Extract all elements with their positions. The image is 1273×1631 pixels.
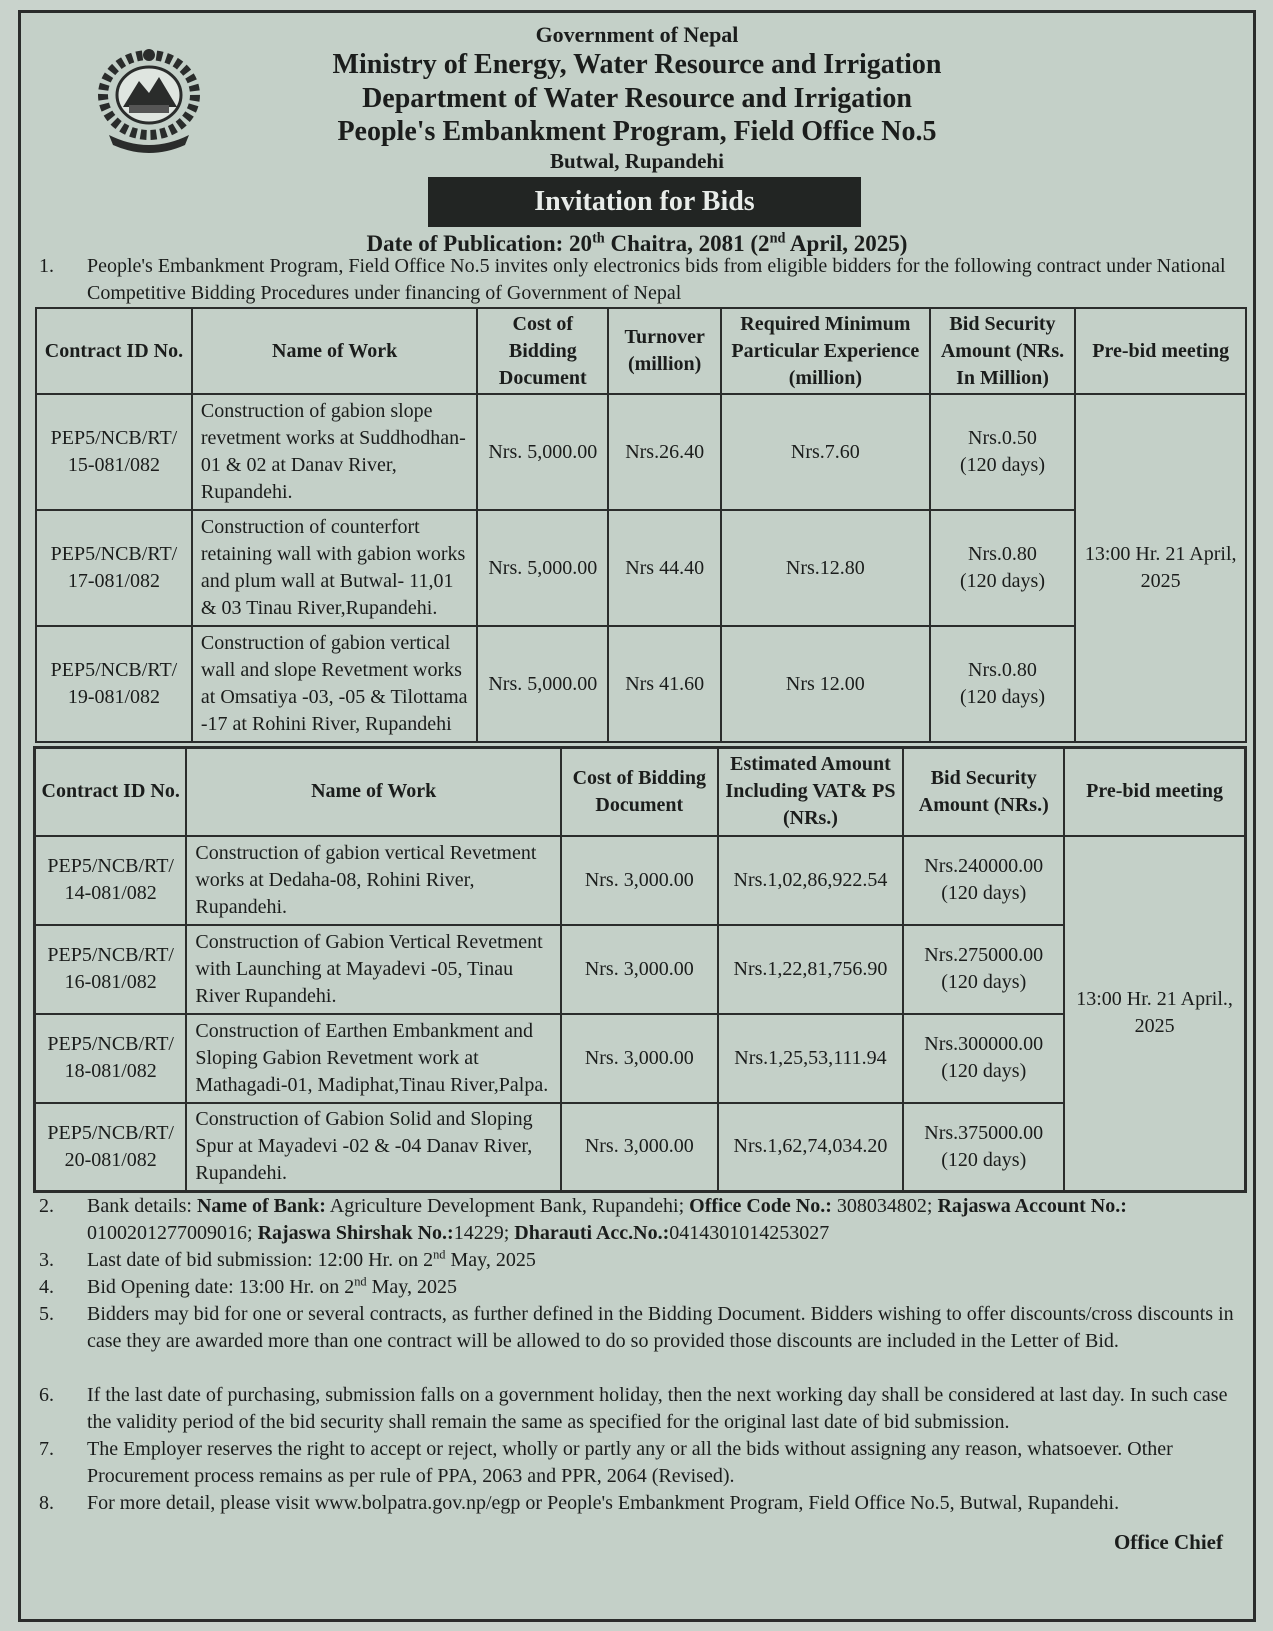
- contract-id: PEP5/NCB/RT/ 16-081/082: [35, 925, 187, 1014]
- bid-security: Nrs.240000.00 (120 days): [903, 836, 1064, 925]
- work-name: Construction of counterfort retaining wall with gabion works and plum wall at Butwal- 11,01 & 03 Tinau River,Rupandehi.: [192, 510, 477, 626]
- notice-sheet: [18, 10, 1256, 1622]
- contract-id: PEP5/NCB/RT/ 20-081/082: [35, 1103, 187, 1192]
- work-name: Construction of gabion vertical wall and slope Revetment works at Omsatiya -03, -05 & Tilottama -17 at Rohini River, Rupandehi: [192, 626, 477, 742]
- work-name: Construction of gabion slope revetment works at Suddhodhan-01 & 02 at Danav River, Rupandehi.: [192, 394, 477, 510]
- table-row: [35, 925, 1246, 1014]
- table-header-row: [35, 748, 1246, 836]
- intro-paragraph: 1. People's Embankment Program, Field Office No.5 invites only electronics bids from eligible bidders for the following contract under National Competitive Bidding Procedures under financing of Government of Nepal: [39, 255, 1226, 304]
- bank-details: 2. Bank details: Name of Bank: Agriculture Development Bank, Rupandehi; Office Code No.: 308034802; Rajaswa Account No.: 0100201277009016; Rajaswa Shirshak No.:14229; Dharauti Acc.No.:0414301014253027: [39, 1195, 1127, 1244]
- work-name: Construction of Gabion Solid and Sloping Spur at Mayadevi -02 & -04 Danav River, Rupandehi.: [186, 1103, 561, 1192]
- bid-security: Nrs.375000.00 (120 days): [903, 1103, 1064, 1192]
- location-title: Butwal, Rupandehi: [550, 149, 724, 173]
- table-row: [36, 510, 1246, 626]
- column-header: Required Minimum Particular Experience (million): [721, 308, 930, 394]
- column-header: Name of Work: [186, 748, 561, 836]
- contracts-table-1: [35, 307, 1247, 743]
- experience: Nrs 12.00: [721, 626, 930, 742]
- table-row: [36, 626, 1246, 742]
- document-cost: Nrs. 5,000.00: [477, 510, 608, 626]
- column-header: Contract ID No.: [36, 308, 192, 394]
- publication-date: Date of Publication: 20th Chaitra, 2081 (2nd April, 2025): [366, 230, 908, 256]
- document-cost: Nrs. 3,000.00: [561, 836, 718, 925]
- ministry-title: Ministry of Energy, Water Resource and Irrigation: [332, 49, 942, 80]
- clause-8: 8. For more detail, please visit www.bolpatra.gov.np/egp or People's Embankment Program, Field Office No.5, Butwal, Rupandehi.: [39, 1492, 1120, 1514]
- column-header: Turnover (million): [608, 308, 721, 394]
- column-header: Pre-bid meeting: [1075, 308, 1246, 394]
- clause-5: 5. Bidders may bid for one or several contracts, as further defined in the Bidding Document. Bidders wishing to offer discounts/cross discounts in case they are awarded more than one contract will be allowed to do so provided those discounts are included in the Letter of Bid.: [39, 1303, 1234, 1352]
- column-header: Name of Work: [192, 308, 477, 394]
- clause-7: 7. The Employer reserves the right to accept or reject, wholly or partly any or all the bids without assigning any reason, whatsoever. Other Procurement process remains as per rule of PPA, 2063 and PPR, 2064 (Revised).: [39, 1438, 1173, 1487]
- experience: Nrs.12.80: [721, 510, 930, 626]
- government-title: Government of Nepal: [535, 22, 739, 47]
- estimated-amount: Nrs.1,22,81,756.90: [718, 925, 904, 1014]
- contract-id: PEP5/NCB/RT/ 15-081/082: [36, 394, 192, 510]
- work-name: Construction of Earthen Embankment and Sloping Gabion Revetment work at Mathagadi-01, Madiphat,Tinau River,Palpa.: [186, 1014, 561, 1103]
- program-title: People's Embankment Program, Field Office No.5: [337, 116, 937, 147]
- bid-security: Nrs.275000.00 (120 days): [903, 925, 1064, 1014]
- document-cost: Nrs. 3,000.00: [561, 1014, 718, 1103]
- opening-date: 4. Bid Opening date: 13:00 Hr. on 2nd May, 2025: [39, 1274, 457, 1298]
- column-header: Bid Security Amount (NRs. In Million): [930, 308, 1076, 394]
- invitation-banner: Invitation for Bids: [428, 177, 861, 227]
- office-chief-signature: Office Chief: [1113, 1530, 1223, 1554]
- contract-id: PEP5/NCB/RT/ 14-081/082: [35, 836, 187, 925]
- column-header: Contract ID No.: [35, 748, 187, 836]
- estimated-amount: Nrs.1,62,74,034.20: [718, 1103, 904, 1192]
- experience: Nrs.7.60: [721, 394, 930, 510]
- column-header: Cost of Bidding Document: [477, 308, 608, 394]
- document-cost: Nrs. 5,000.00: [477, 626, 608, 742]
- turnover: Nrs 41.60: [608, 626, 721, 742]
- table-row: [36, 394, 1246, 510]
- clause-6: 6. If the last date of purchasing, submission falls on a government holiday, then the next working day shall be considered at last day. In such case the validity period of the bid security shall remain the same as specified for the original last date of bid submission.: [39, 1384, 1228, 1433]
- column-header: Estimated Amount Including VAT& PS (NRs.): [718, 748, 904, 836]
- table-row: [35, 836, 1246, 925]
- work-name: Construction of Gabion Vertical Revetment with Launching at Mayadevi -05, Tinau River Rupandehi.: [186, 925, 561, 1014]
- prebid-meeting: 13:00 Hr. 21 April., 2025: [1064, 836, 1245, 1192]
- submission-date: 3. Last date of bid submission: 12:00 Hr. on 2nd May, 2025: [39, 1247, 536, 1271]
- contract-id: PEP5/NCB/RT/ 19-081/082: [36, 626, 192, 742]
- table-header-row: [36, 308, 1246, 394]
- column-header: Pre-bid meeting: [1064, 748, 1245, 836]
- turnover: Nrs.26.40: [608, 394, 721, 510]
- table-row: [35, 1014, 1246, 1103]
- contracts-table-2: [33, 746, 1247, 1193]
- bid-security: Nrs.300000.00 (120 days): [903, 1014, 1064, 1103]
- contract-id: PEP5/NCB/RT/ 17-081/082: [36, 510, 192, 626]
- bid-security: Nrs.0.80 (120 days): [930, 626, 1076, 742]
- column-header: Cost of Bidding Document: [561, 748, 718, 836]
- estimated-amount: Nrs.1,25,53,111.94: [718, 1014, 904, 1103]
- document-cost: Nrs. 3,000.00: [561, 1103, 718, 1192]
- bid-security: Nrs.0.50 (120 days): [930, 394, 1076, 510]
- table-row: [35, 1103, 1246, 1192]
- estimated-amount: Nrs.1,02,86,922.54: [718, 836, 904, 925]
- document-cost: Nrs. 5,000.00: [477, 394, 608, 510]
- work-name: Construction of gabion vertical Revetment works at Dedaha-08, Rohini River, Rupandehi.: [186, 836, 561, 925]
- contract-id: PEP5/NCB/RT/ 18-081/082: [35, 1014, 187, 1103]
- department-title: Department of Water Resource and Irrigation: [362, 83, 912, 114]
- bid-security: Nrs.0.80 (120 days): [930, 510, 1076, 626]
- column-header: Bid Security Amount (NRs.): [903, 748, 1064, 836]
- prebid-meeting: 13:00 Hr. 21 April, 2025: [1075, 394, 1246, 742]
- document-cost: Nrs. 3,000.00: [561, 925, 718, 1014]
- turnover: Nrs 44.40: [608, 510, 721, 626]
